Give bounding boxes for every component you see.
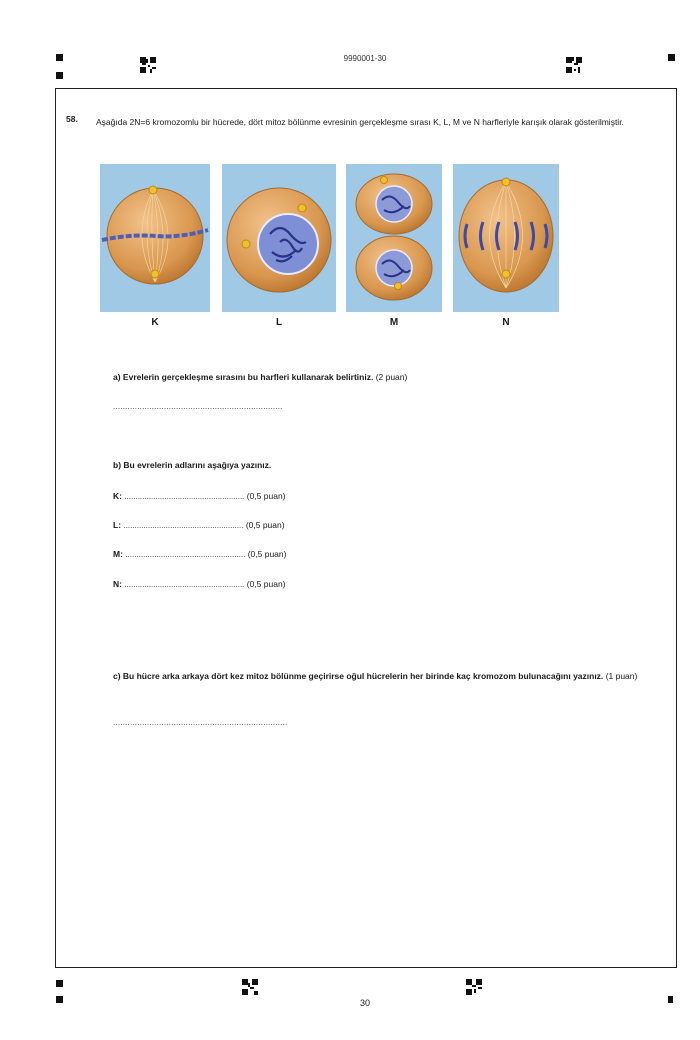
answer-label-k: K: [113,491,122,501]
cell-figure-l [222,164,336,312]
answer-points-k: (0,5 puan) [246,491,286,501]
answer-blank-l[interactable]: ...................................................... [123,521,244,530]
page-number: 30 [359,998,370,1008]
part-a-text: a) Evrelerin gerçekleşme sırasını bu harfleri kullanarak belirtiniz. [113,372,374,382]
answer-blank-m[interactable]: ...................................................... [125,550,246,559]
answer-label-m: M: [113,549,123,559]
qr-code-icon [242,979,258,995]
part-c-prompt [113,667,643,685]
figure-label-n: N [502,317,510,328]
part-b-prompt [113,460,271,470]
cell-figure-n [453,164,559,312]
cell-figure-m [346,164,442,312]
cell-figure-k [100,164,210,312]
answer-blank-n[interactable]: ...................................................... [124,580,245,589]
answer-points-l: (0,5 puan) [245,520,285,530]
qr-code-icon [466,979,482,995]
part-a-answer-blank[interactable]: ...................................................................... [113,402,283,411]
answer-row-n [113,579,286,589]
part-b-text: b) Bu evrelerin adlarını aşağıya yazınız. [113,460,272,470]
figure-label-m: M [389,317,399,328]
part-a-prompt [113,372,407,382]
part-c-points: (1 puan) [605,671,638,681]
document-code: 9990001-30 [343,54,387,63]
figure-label-k: K [151,317,159,328]
figure-label-l: L [275,317,283,328]
answer-row-m [113,549,286,559]
registration-mark-top-left-2 [56,72,63,79]
answer-row-k [113,491,286,501]
answer-points-n: (0,5 puan) [246,579,286,589]
question-text: Aşağıda 2N=6 kromozomlu bir hücrede, dört mitoz bölünme evresinin gerçekleşme sırası K, L, M ve N harfleriyle karışık olarak gösterilmiştir. [96,117,624,127]
answer-points-m: (0,5 puan) [247,549,287,559]
part-a-points: (2 puan) [375,372,408,382]
registration-mark-bottom-left-1 [56,980,63,987]
part-c-text: c) Bu hücre arka arkaya dört kez mitoz bölünme geçirirse oğul hücrelerin her birinde kaç kromozom bulunacağını yazınız. [113,671,604,681]
answer-row-l [113,520,285,530]
part-c-answer-blank[interactable]: ........................................................................ [113,718,288,727]
answer-blank-k[interactable]: ...................................................... [124,492,245,501]
question-number: 58. [66,114,78,124]
answer-label-n: N: [113,579,122,589]
answer-label-l: L: [113,520,122,530]
